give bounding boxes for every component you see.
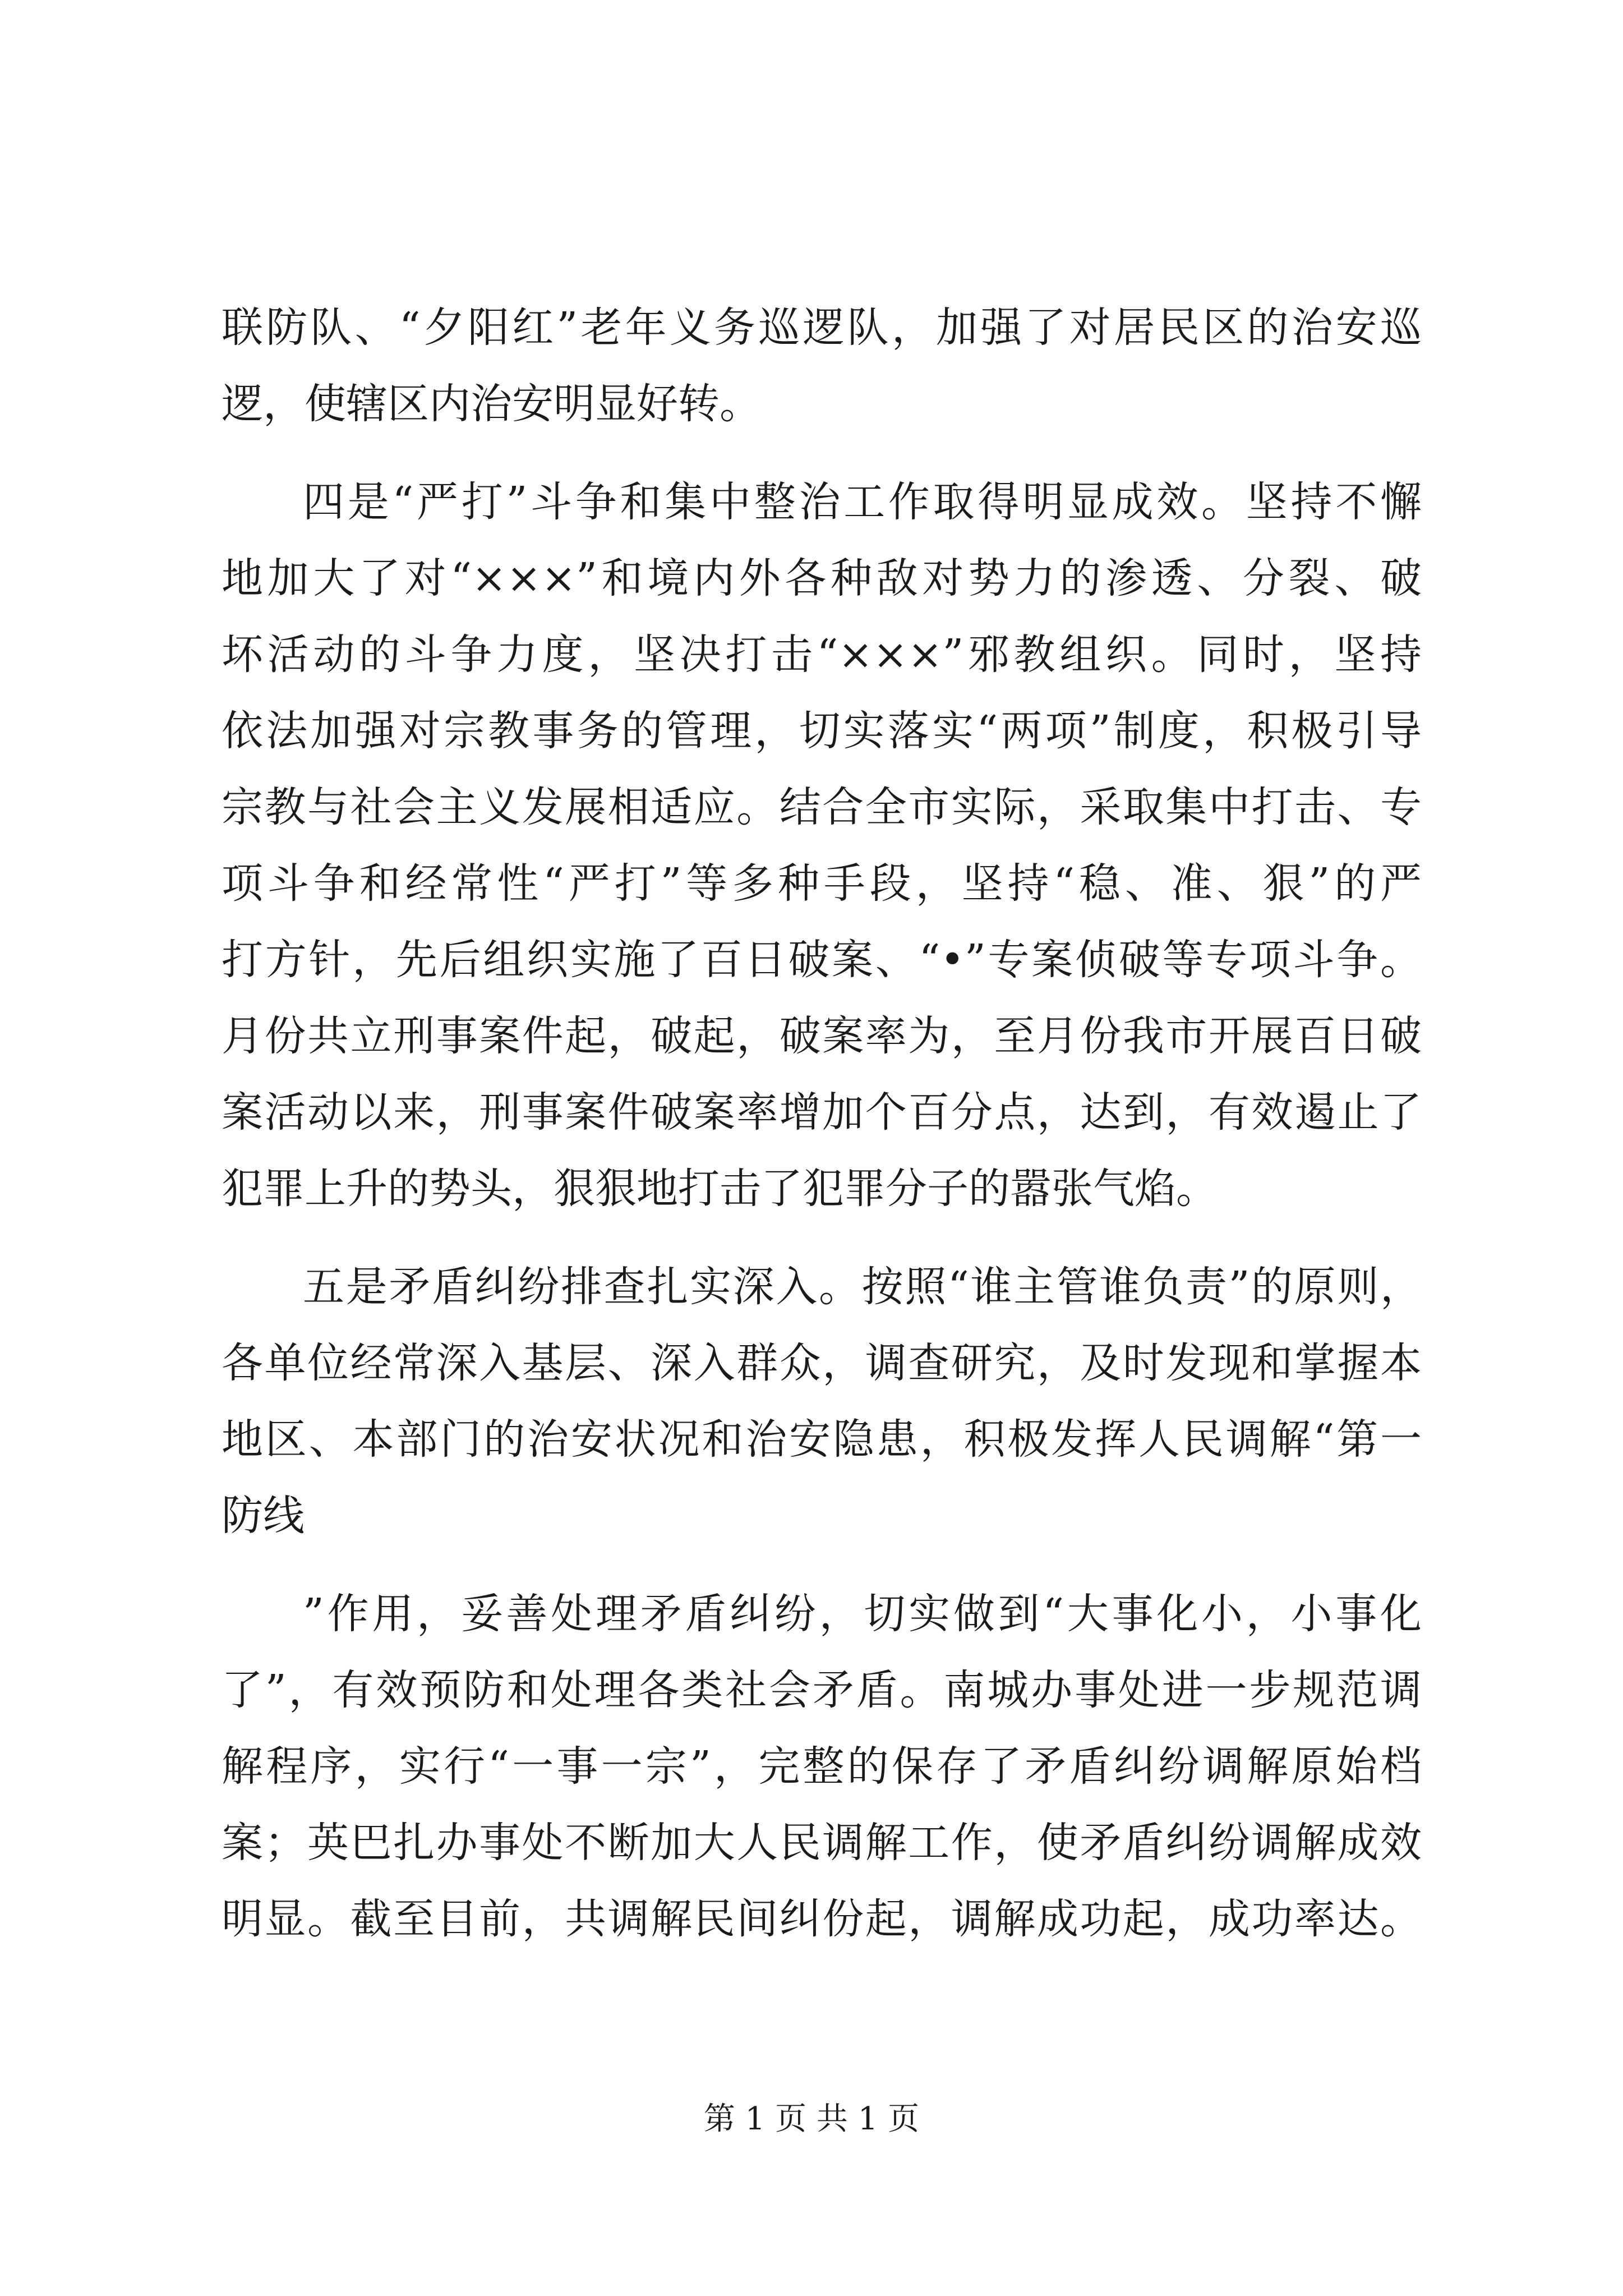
- text-line: 打方针，先后组织实施了百日破案、“•”专案侦破等专项斗争。: [222, 936, 1422, 984]
- text-line: 逻，使辖区内治安明显好转。: [222, 380, 761, 428]
- text-line: 案活动以来，刑事案件破案率增加个百分点，达到，有效遏止了: [222, 1088, 1422, 1137]
- text-line: 各单位经常深入基层、深入群众，调查研究，及时发现和掌握本: [222, 1339, 1422, 1387]
- text-line: 地加大了对“×××”和境内外各种敌对势力的渗透、分裂、破: [222, 554, 1422, 602]
- text-line: 联防队、“夕阳红”老年义务巡逻队，加强了对居民区的治安巡: [222, 303, 1422, 352]
- text-line: 犯罪上升的势头，狠狠地打击了犯罪分子的嚣张气焰。: [222, 1165, 1218, 1213]
- text-line: 坏活动的斗争力度，坚决打击“×××”邪教组织。同时，坚持: [222, 631, 1422, 679]
- text-line: 案；英巴扎办事处不断加大人民调解工作，使矛盾纠纷调解成效: [222, 1819, 1422, 1867]
- text-line: 项斗争和经常性“严打”等多种手段，坚持“稳、准、狠”的严: [222, 859, 1422, 908]
- page-footer: 第 1 页 共 1 页: [703, 2101, 920, 2137]
- text-line: 了”，有效预防和处理各类社会矛盾。南城办事处进一步规范调: [222, 1666, 1422, 1714]
- text-line: 明显。截至目前，共调解民间纠份起，调解成功起，成功率达。: [222, 1895, 1422, 1943]
- text-line: 地区、本部门的治安状况和治安隐患，积极发挥人民调解“第一: [222, 1415, 1422, 1464]
- text-line: 月份共立刑事案件起，破起，破案率为，至月份我市开展百日破: [222, 1012, 1422, 1060]
- text-line: 解程序，实行“一事一宗”，完整的保存了矛盾纠纷调解原始档: [222, 1742, 1422, 1791]
- text-line: 依法加强对宗教事务的管理，切实落实“两项”制度，积极引导: [222, 707, 1422, 755]
- text-line: 防线: [222, 1492, 305, 1540]
- text-line: 宗教与社会主义发展相适应。结合全市实际，采取集中打击、专: [222, 783, 1422, 831]
- paragraph-first-line: ”作用，妥善处理矛盾纠纷，切实做到“大事化小，小事化: [303, 1590, 1422, 1638]
- paragraph-first-line: 四是“严打”斗争和集中整治工作取得明显成效。坚持不懈: [303, 478, 1422, 526]
- paragraph-first-line: 五是矛盾纠纷排查扎实深入。按照“谁主管谁负责”的原则，: [303, 1263, 1422, 1311]
